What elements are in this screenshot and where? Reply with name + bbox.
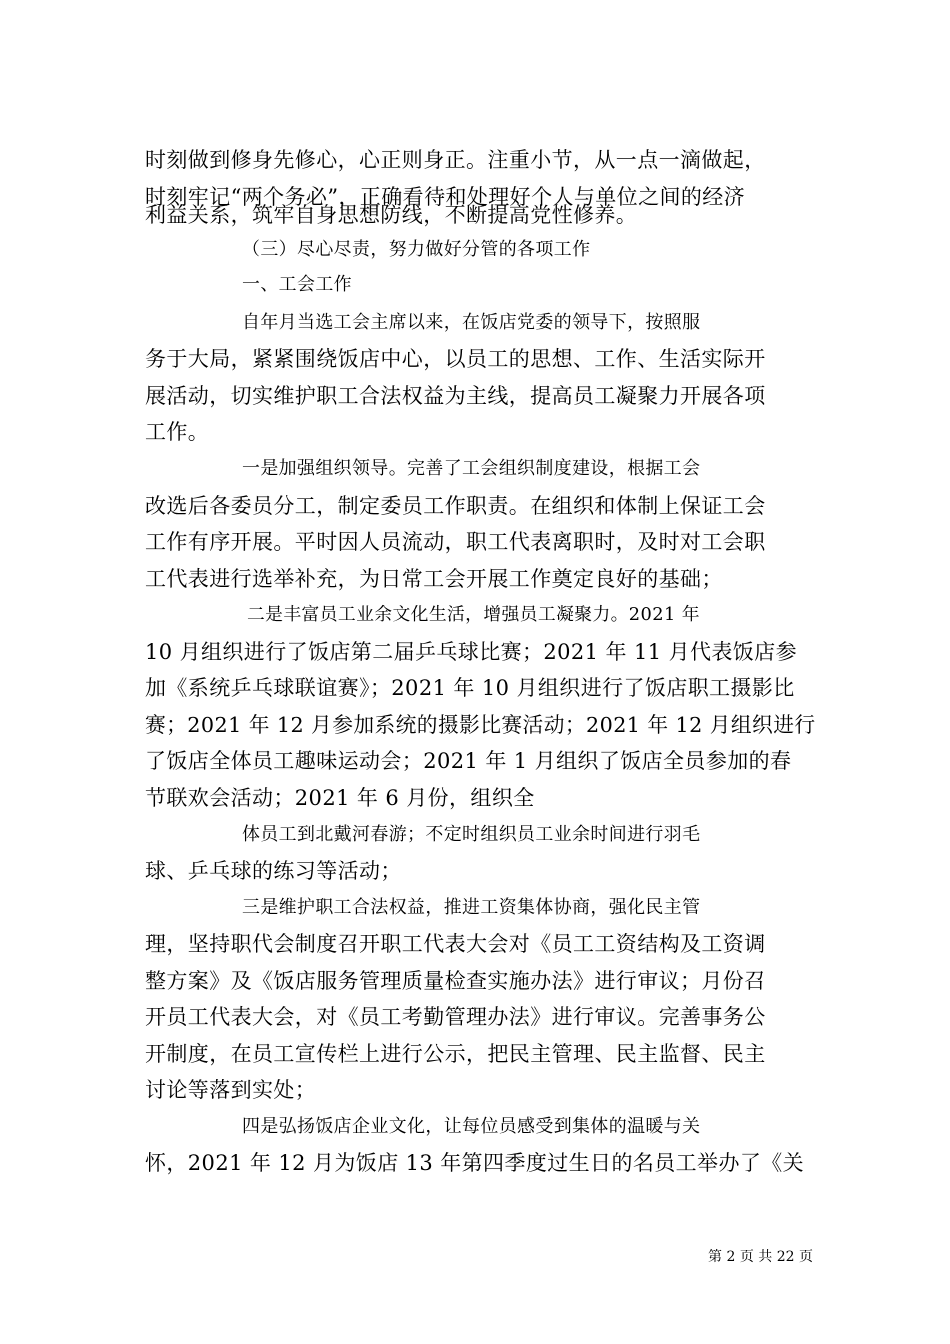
text-line: 理，坚持职代会制度召开职工代表大会对《员工工资结构及工资调 [145,932,766,956]
text-line: 整方案》及《饭店服务管理质量检查实施办法》进行审议；月份召 [145,969,766,993]
text-line: 开员工代表大会，对《员工考勤管理办法》进行审议。完善事务公 [145,1005,766,1029]
section-heading: （三）尽心尽责，努力做好分管的各项工作 [242,239,591,260]
text-line: 了饭店全体员工趣味运动会；2021 年 1 月组织了饭店全员参加的春 [145,749,792,773]
text-line: 时刻牢记“两个务必”，正确看待和处理好个人与单位之间的经济 [145,185,746,209]
text-line: 球、乒乓球的练习等活动； [145,859,402,883]
text-line: 工作有序开展。平时因人员流动，职工代表离职时，及时对工会职 [145,530,766,554]
text-line: 工代表进行选举补充，为日常工会开展工作奠定良好的基础； [145,567,723,591]
text-line: 开制度，在员工宣传栏上进行公示，把民主管理、民主监督、民主 [145,1042,766,1066]
text-line: 加《系统乒乓球联谊赛》；2021 年 10 月组织进行了饭店职工摄影比 [145,676,795,700]
text-line: 一是加强组织领导。完善了工会组织制度建设，根据工会 [242,458,701,479]
text-line: 体员工到北戴河春游；不定时组织员工业余时间进行羽毛 [242,824,701,845]
text-line: 讨论等落到实处； [145,1078,317,1102]
text-line: 赛；2021 年 12 月参加系统的摄影比赛活动；2021 年 12 月组织进行 [145,713,816,737]
text-line: 务于大局，紧紧围绕饭店中心，以员工的思想、工作、生活实际开 [145,347,766,371]
text-line: 改选后各委员分工，制定委员工作职责。在组织和体制上保证工会 [145,494,766,518]
text-line: 10 月组织进行了饭店第二届乒乓球比赛；2021 年 11 月代表饭店参 [145,640,797,664]
text-line: 利益关系，筑牢自身思想防线，不断提高党性修养。 [145,203,638,227]
subsection-heading: 一、工会工作 [242,274,353,295]
text-line: 四是弘扬饭店企业文化，让每位员感受到集体的温暖与关 [242,1116,701,1137]
text-line: 时刻做到修身先修心，心正则身正。注重小节，从一点一滴做起， [145,148,766,172]
text-line: 展活动，切实维护职工合法权益为主线，提高员工凝聚力开展各项 [145,384,766,408]
text-line: 工作。 [145,420,210,444]
text-line: 节联欢会活动；2021 年 6 月份，组织全 [145,786,535,810]
text-line: 三是维护职工合法权益，推进工资集体协商，强化民主管 [242,897,701,918]
text-line: 自年月当选工会主席以来，在饭店党委的领导下，按照服 [242,312,701,333]
page-number: 第 2 页 共 22 页 [708,1249,813,1265]
text-line: 二是丰富员工业余文化生活，增强员工凝聚力。2021 年 [247,604,700,625]
text-line: 怀，2021 年 12 月为饭店 13 年第四季度过生日的名员工举办了《关 [145,1151,805,1175]
